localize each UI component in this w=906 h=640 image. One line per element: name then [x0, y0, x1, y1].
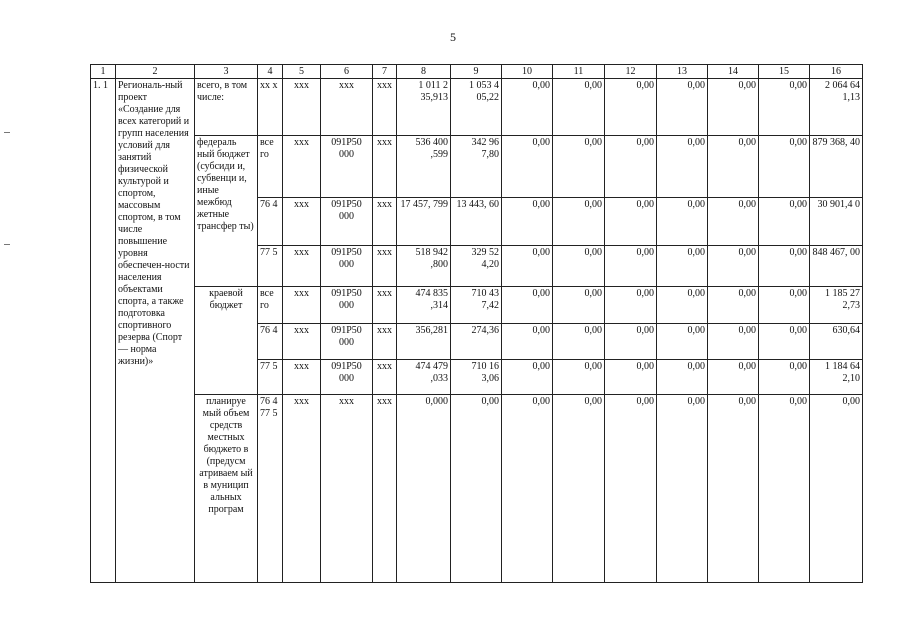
table-cell: 0,00	[708, 287, 759, 324]
table-cell: 0,00	[657, 360, 708, 395]
table-cell: 0,00	[759, 324, 810, 360]
table-cell: xxx	[373, 79, 397, 136]
table-cell: xxx	[283, 79, 321, 136]
table-cell: 0,00	[502, 360, 553, 395]
table-cell: 518 942 ,800	[397, 246, 451, 287]
table-cell: 17 457, 799	[397, 198, 451, 246]
table-row	[91, 136, 863, 198]
column-header: 16	[810, 65, 863, 79]
table-cell: 0,00	[553, 198, 605, 246]
column-header: 9	[451, 65, 502, 79]
budget-table	[90, 64, 863, 583]
table-cell: 13 443, 60	[451, 198, 502, 246]
table-cell: 0,00	[708, 79, 759, 136]
table-cell: 710 43 7,42	[451, 287, 502, 324]
table-cell: 0,00	[657, 136, 708, 198]
table-cell: xxx	[373, 324, 397, 360]
table-cell: 0,00	[605, 136, 657, 198]
table-cell: 091Р50 000	[321, 287, 373, 324]
label-federal: федераль ный бюджет (субсиди и, субвенци и, иные межбюд жетные трансфер ты)	[195, 136, 258, 287]
table-cell: 091Р50 000	[321, 246, 373, 287]
table-cell: xxx	[283, 287, 321, 324]
table-cell: 342 96 7,80	[451, 136, 502, 198]
table-cell: 0,00	[759, 395, 810, 583]
table-row	[91, 79, 863, 136]
table-cell: 0,00	[553, 287, 605, 324]
table-cell: xxx	[373, 246, 397, 287]
table-cell: 0,00	[810, 395, 863, 583]
table-row	[91, 287, 863, 324]
table-cell: 0,00	[708, 324, 759, 360]
table-cell: 0,00	[759, 360, 810, 395]
page-number: 5	[450, 30, 456, 44]
table-cell: 0,00	[657, 198, 708, 246]
table-cell	[258, 395, 283, 583]
table-cell: 274,36	[451, 324, 502, 360]
table-cell: 848 467, 00	[810, 246, 863, 287]
table-cell: xxx	[373, 198, 397, 246]
table-cell	[258, 246, 283, 287]
column-header: 4	[258, 65, 283, 79]
table-cell: 0,00	[553, 360, 605, 395]
table-cell: 0,00	[708, 360, 759, 395]
column-header: 2	[116, 65, 195, 79]
table-cell: 0,00	[605, 360, 657, 395]
table-cell: xxx	[373, 395, 397, 583]
table-cell: 0,00	[605, 79, 657, 136]
table-cell: 879 368, 40	[810, 136, 863, 198]
table-cell: 710 16 3,06	[451, 360, 502, 395]
label-total: всего, в том числе:	[195, 79, 258, 136]
table-cell: 1 053 4 05,22	[451, 79, 502, 136]
table-cell: 0,00	[502, 136, 553, 198]
table-cell: xxx	[373, 360, 397, 395]
table-cell: 0,00	[605, 324, 657, 360]
table-cell	[258, 79, 283, 136]
column-header: 1	[91, 65, 116, 79]
table-cell: 0,00	[657, 287, 708, 324]
label-regional: краевой бюджет	[195, 287, 258, 395]
column-header: 6	[321, 65, 373, 79]
item-number: 1. 1	[93, 80, 108, 91]
table-row	[91, 395, 863, 583]
table-cell: 0,00	[502, 395, 553, 583]
table-cell: 0,00	[759, 136, 810, 198]
column-header: 7	[373, 65, 397, 79]
table-cell: 0,00	[708, 136, 759, 198]
table-cell: 091Р50 000	[321, 324, 373, 360]
row-code: все го	[260, 137, 274, 160]
table-cell: 091Р50 000	[321, 360, 373, 395]
table-cell	[258, 360, 283, 395]
table-cell	[258, 136, 283, 198]
table-cell: 0,00	[657, 79, 708, 136]
table-cell: 356,281	[397, 324, 451, 360]
table-cell: 0,00	[605, 287, 657, 324]
header-row	[91, 65, 863, 79]
table-cell: xxx	[283, 246, 321, 287]
table-cell: 0,00	[708, 246, 759, 287]
table-cell: 0,00	[657, 395, 708, 583]
table-cell: 1 185 27 2,73	[810, 287, 863, 324]
table-cell: 0,00	[502, 246, 553, 287]
table-cell: 091Р50 000	[321, 136, 373, 198]
table-cell	[258, 287, 283, 324]
row-code: 76 4	[260, 199, 278, 210]
table-cell: 0,00	[553, 324, 605, 360]
table-cell: 0,00	[657, 324, 708, 360]
row-code: все го	[260, 288, 274, 311]
row-code: xx x	[260, 80, 278, 91]
item-number-cell	[91, 79, 116, 583]
table-cell: 0,00	[657, 246, 708, 287]
column-header: 10	[502, 65, 553, 79]
table-cell: xxx	[283, 324, 321, 360]
table-cell: xxx	[283, 395, 321, 583]
column-header: 15	[759, 65, 810, 79]
column-header: 13	[657, 65, 708, 79]
row-code: 77 5	[260, 361, 278, 372]
table-cell: 0,00	[553, 395, 605, 583]
table-cell: 0,00	[708, 198, 759, 246]
table-cell: xxx	[283, 136, 321, 198]
table-cell: 0,00	[605, 246, 657, 287]
table-cell: 0,00	[605, 198, 657, 246]
table-cell: 30 901,4 0	[810, 198, 863, 246]
table-cell: 0,00	[502, 79, 553, 136]
table-cell: 474 835 ,314	[397, 287, 451, 324]
table-cell	[258, 324, 283, 360]
table-cell: 536 400 ,599	[397, 136, 451, 198]
table-cell: 0,00	[759, 198, 810, 246]
table-cell: 0,00	[759, 79, 810, 136]
row-code: 76 4 77 5	[260, 396, 278, 419]
table-cell: xxx	[283, 198, 321, 246]
table-cell: 474 479 ,033	[397, 360, 451, 395]
table-cell: 0,00	[502, 198, 553, 246]
margin-mark	[4, 132, 10, 133]
column-header: 8	[397, 65, 451, 79]
table-cell	[258, 198, 283, 246]
label-local: планируе мый объем средств местных бюджето в (предусм атриваем ый в муницип альных програм	[195, 395, 258, 583]
table-cell: 2 064 64 1,13	[810, 79, 863, 136]
table-cell: xxx	[373, 136, 397, 198]
table-cell: 1 184 64 2,10	[810, 360, 863, 395]
item-name-cell: Региональ-ный проект «Создание для всех категорий и групп населения условий для занятий физической культурой и спортом, массовым спортом, в том числе повышение уровня обеспечен-ности населения объектами спорта, а также подготовка спортивного резерва (Спорт — норма жизни)»	[116, 79, 195, 583]
table-cell: 0,00	[708, 395, 759, 583]
column-header: 3	[195, 65, 258, 79]
table-cell: 091Р50 000	[321, 198, 373, 246]
table-cell: xxx	[283, 360, 321, 395]
table-cell: 329 52 4,20	[451, 246, 502, 287]
margin-mark	[4, 244, 10, 245]
table-cell: 1 011 2 35,913	[397, 79, 451, 136]
table-cell: 0,00	[553, 246, 605, 287]
table-cell: xxx	[373, 287, 397, 324]
table-cell: xxx	[321, 395, 373, 583]
table-cell: 0,00	[759, 246, 810, 287]
table-cell: 0,00	[502, 287, 553, 324]
column-header: 14	[708, 65, 759, 79]
table-cell: 0,00	[502, 324, 553, 360]
table-cell: 0,00	[451, 395, 502, 583]
table-cell: 0,000	[397, 395, 451, 583]
table-cell: 0,00	[759, 287, 810, 324]
column-header: 5	[283, 65, 321, 79]
table-cell: 0,00	[605, 395, 657, 583]
column-header: 12	[605, 65, 657, 79]
row-code: 77 5	[260, 247, 278, 258]
table-cell: 0,00	[553, 79, 605, 136]
table-cell: xxx	[321, 79, 373, 136]
table-cell: 0,00	[553, 136, 605, 198]
column-header: 11	[553, 65, 605, 79]
table-cell: 630,64	[810, 324, 863, 360]
row-code: 76 4	[260, 325, 278, 336]
